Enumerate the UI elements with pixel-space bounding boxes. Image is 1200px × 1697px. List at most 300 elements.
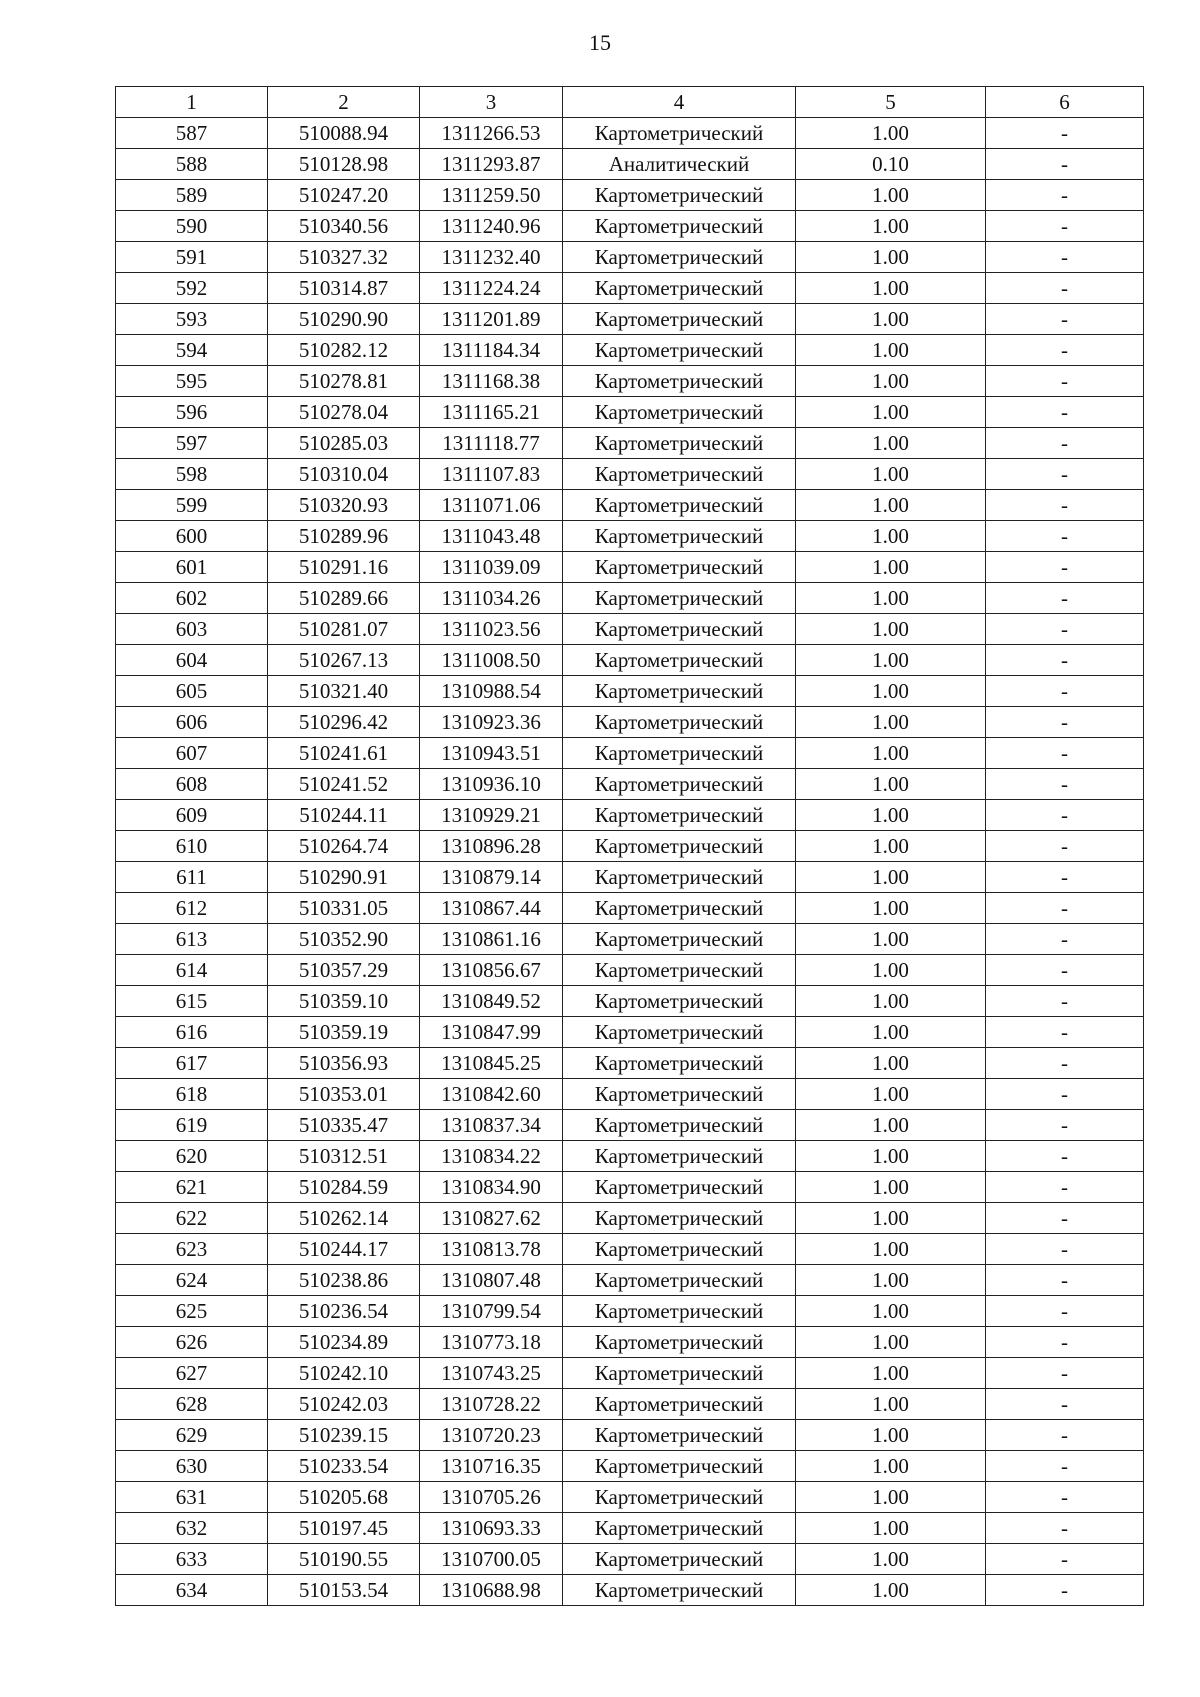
accuracy-cell: 1.00 — [796, 800, 986, 831]
y-coordinate-cell: 1311008.50 — [420, 645, 563, 676]
note-cell: - — [986, 1513, 1144, 1544]
y-coordinate-cell: 1310716.35 — [420, 1451, 563, 1482]
table-row — [116, 1234, 1144, 1265]
x-coordinate-cell: 510234.89 — [268, 1327, 420, 1358]
accuracy-cell: 1.00 — [796, 1234, 986, 1265]
accuracy-cell: 1.00 — [796, 955, 986, 986]
x-coordinate-cell: 510290.91 — [268, 862, 420, 893]
accuracy-cell: 1.00 — [796, 1017, 986, 1048]
y-coordinate-cell: 1311165.21 — [420, 397, 563, 428]
note-cell: - — [986, 1203, 1144, 1234]
note-cell: - — [986, 1544, 1144, 1575]
table-row — [116, 1389, 1144, 1420]
accuracy-cell: 1.00 — [796, 614, 986, 645]
accuracy-cell: 1.00 — [796, 676, 986, 707]
note-cell: - — [986, 893, 1144, 924]
method-cell: Картометрический — [563, 645, 796, 676]
note-cell: - — [986, 304, 1144, 335]
table-row — [116, 1079, 1144, 1110]
point-number-cell: 606 — [116, 707, 268, 738]
method-cell: Картометрический — [563, 118, 796, 149]
accuracy-cell: 1.00 — [796, 335, 986, 366]
x-coordinate-cell: 510267.13 — [268, 645, 420, 676]
y-coordinate-cell: 1310720.23 — [420, 1420, 563, 1451]
y-coordinate-cell: 1311023.56 — [420, 614, 563, 645]
y-coordinate-cell: 1311118.77 — [420, 428, 563, 459]
point-number-cell: 588 — [116, 149, 268, 180]
y-coordinate-cell: 1310693.33 — [420, 1513, 563, 1544]
x-coordinate-cell: 510321.40 — [268, 676, 420, 707]
note-cell: - — [986, 1017, 1144, 1048]
point-number-cell: 622 — [116, 1203, 268, 1234]
column-header-3: 3 — [420, 87, 563, 118]
x-coordinate-cell: 510190.55 — [268, 1544, 420, 1575]
note-cell: - — [986, 211, 1144, 242]
table-row — [116, 1544, 1144, 1575]
method-cell: Картометрический — [563, 459, 796, 490]
x-coordinate-cell: 510289.66 — [268, 583, 420, 614]
y-coordinate-cell: 1311043.48 — [420, 521, 563, 552]
column-header-2: 2 — [268, 87, 420, 118]
y-coordinate-cell: 1311266.53 — [420, 118, 563, 149]
method-cell: Картометрический — [563, 614, 796, 645]
x-coordinate-cell: 510205.68 — [268, 1482, 420, 1513]
method-cell: Картометрический — [563, 521, 796, 552]
table-row — [116, 552, 1144, 583]
table-row — [116, 1420, 1144, 1451]
y-coordinate-cell: 1310849.52 — [420, 986, 563, 1017]
table-row — [116, 769, 1144, 800]
y-coordinate-cell: 1310936.10 — [420, 769, 563, 800]
note-cell: - — [986, 1110, 1144, 1141]
x-coordinate-cell: 510128.98 — [268, 149, 420, 180]
y-coordinate-cell: 1310834.90 — [420, 1172, 563, 1203]
x-coordinate-cell: 510335.47 — [268, 1110, 420, 1141]
accuracy-cell: 1.00 — [796, 645, 986, 676]
x-coordinate-cell: 510340.56 — [268, 211, 420, 242]
method-cell: Картометрический — [563, 1327, 796, 1358]
accuracy-cell: 1.00 — [796, 1203, 986, 1234]
y-coordinate-cell: 1310773.18 — [420, 1327, 563, 1358]
y-coordinate-cell: 1310837.34 — [420, 1110, 563, 1141]
y-coordinate-cell: 1310943.51 — [420, 738, 563, 769]
point-number-cell: 616 — [116, 1017, 268, 1048]
table-row — [116, 304, 1144, 335]
note-cell: - — [986, 1296, 1144, 1327]
method-cell: Картометрический — [563, 1017, 796, 1048]
x-coordinate-cell: 510320.93 — [268, 490, 420, 521]
point-number-cell: 605 — [116, 676, 268, 707]
method-cell: Картометрический — [563, 428, 796, 459]
x-coordinate-cell: 510197.45 — [268, 1513, 420, 1544]
point-number-cell: 597 — [116, 428, 268, 459]
point-number-cell: 633 — [116, 1544, 268, 1575]
x-coordinate-cell: 510264.74 — [268, 831, 420, 862]
table-row — [116, 1296, 1144, 1327]
note-cell: - — [986, 831, 1144, 862]
table-row — [116, 211, 1144, 242]
x-coordinate-cell: 510233.54 — [268, 1451, 420, 1482]
y-coordinate-cell: 1311224.24 — [420, 273, 563, 304]
y-coordinate-cell: 1310923.36 — [420, 707, 563, 738]
accuracy-cell: 1.00 — [796, 1513, 986, 1544]
accuracy-cell: 1.00 — [796, 583, 986, 614]
accuracy-cell: 1.00 — [796, 273, 986, 304]
method-cell: Картометрический — [563, 676, 796, 707]
method-cell: Картометрический — [563, 893, 796, 924]
point-number-cell: 604 — [116, 645, 268, 676]
table-row — [116, 242, 1144, 273]
method-cell: Картометрический — [563, 1265, 796, 1296]
note-cell: - — [986, 490, 1144, 521]
table-row — [116, 149, 1144, 180]
table-row — [116, 955, 1144, 986]
note-cell: - — [986, 1327, 1144, 1358]
point-number-cell: 634 — [116, 1575, 268, 1606]
point-number-cell: 595 — [116, 366, 268, 397]
point-number-cell: 589 — [116, 180, 268, 211]
table-row — [116, 738, 1144, 769]
note-cell: - — [986, 366, 1144, 397]
method-cell: Картометрический — [563, 1420, 796, 1451]
accuracy-cell: 1.00 — [796, 1358, 986, 1389]
note-cell: - — [986, 1389, 1144, 1420]
accuracy-cell: 1.00 — [796, 242, 986, 273]
table-row — [116, 1017, 1144, 1048]
accuracy-cell: 1.00 — [796, 1172, 986, 1203]
point-number-cell: 619 — [116, 1110, 268, 1141]
x-coordinate-cell: 510242.03 — [268, 1389, 420, 1420]
note-cell: - — [986, 583, 1144, 614]
x-coordinate-cell: 510357.29 — [268, 955, 420, 986]
y-coordinate-cell: 1310728.22 — [420, 1389, 563, 1420]
accuracy-cell: 1.00 — [796, 490, 986, 521]
point-number-cell: 632 — [116, 1513, 268, 1544]
accuracy-cell: 1.00 — [796, 1327, 986, 1358]
note-cell: - — [986, 1451, 1144, 1482]
note-cell: - — [986, 1265, 1144, 1296]
y-coordinate-cell: 1310929.21 — [420, 800, 563, 831]
method-cell: Картометрический — [563, 583, 796, 614]
table-row — [116, 831, 1144, 862]
accuracy-cell: 1.00 — [796, 397, 986, 428]
x-coordinate-cell: 510310.04 — [268, 459, 420, 490]
method-cell: Картометрический — [563, 769, 796, 800]
point-number-cell: 593 — [116, 304, 268, 335]
table-row — [116, 1048, 1144, 1079]
point-number-cell: 609 — [116, 800, 268, 831]
x-coordinate-cell: 510290.90 — [268, 304, 420, 335]
x-coordinate-cell: 510236.54 — [268, 1296, 420, 1327]
y-coordinate-cell: 1310705.26 — [420, 1482, 563, 1513]
x-coordinate-cell: 510244.17 — [268, 1234, 420, 1265]
column-header-5: 5 — [796, 87, 986, 118]
accuracy-cell: 1.00 — [796, 1265, 986, 1296]
table-row — [116, 1451, 1144, 1482]
note-cell: - — [986, 1141, 1144, 1172]
y-coordinate-cell: 1310861.16 — [420, 924, 563, 955]
y-coordinate-cell: 1311293.87 — [420, 149, 563, 180]
table-body — [116, 118, 1144, 1606]
method-cell: Картометрический — [563, 1482, 796, 1513]
point-number-cell: 607 — [116, 738, 268, 769]
point-number-cell: 614 — [116, 955, 268, 986]
accuracy-cell: 1.00 — [796, 924, 986, 955]
table-row — [116, 924, 1144, 955]
accuracy-cell: 1.00 — [796, 1575, 986, 1606]
table-row — [116, 459, 1144, 490]
accuracy-cell: 1.00 — [796, 304, 986, 335]
x-coordinate-cell: 510282.12 — [268, 335, 420, 366]
x-coordinate-cell: 510289.96 — [268, 521, 420, 552]
x-coordinate-cell: 510278.04 — [268, 397, 420, 428]
method-cell: Картометрический — [563, 273, 796, 304]
x-coordinate-cell: 510088.94 — [268, 118, 420, 149]
x-coordinate-cell: 510284.59 — [268, 1172, 420, 1203]
table-row — [116, 118, 1144, 149]
method-cell: Картометрический — [563, 1079, 796, 1110]
column-header-1: 1 — [116, 87, 268, 118]
note-cell: - — [986, 1482, 1144, 1513]
note-cell: - — [986, 614, 1144, 645]
method-cell: Картометрический — [563, 1172, 796, 1203]
method-cell: Картометрический — [563, 1513, 796, 1544]
table-row — [116, 490, 1144, 521]
accuracy-cell: 1.00 — [796, 831, 986, 862]
x-coordinate-cell: 510281.07 — [268, 614, 420, 645]
table-row — [116, 1513, 1144, 1544]
method-cell: Картометрический — [563, 1048, 796, 1079]
y-coordinate-cell: 1311201.89 — [420, 304, 563, 335]
x-coordinate-cell: 510238.86 — [268, 1265, 420, 1296]
method-cell: Картометрический — [563, 1203, 796, 1234]
x-coordinate-cell: 510239.15 — [268, 1420, 420, 1451]
x-coordinate-cell: 510242.10 — [268, 1358, 420, 1389]
y-coordinate-cell: 1310867.44 — [420, 893, 563, 924]
y-coordinate-cell: 1310879.14 — [420, 862, 563, 893]
x-coordinate-cell: 510327.32 — [268, 242, 420, 273]
x-coordinate-cell: 510247.20 — [268, 180, 420, 211]
accuracy-cell: 1.00 — [796, 738, 986, 769]
x-coordinate-cell: 510291.16 — [268, 552, 420, 583]
note-cell: - — [986, 1420, 1144, 1451]
table-row — [116, 1358, 1144, 1389]
point-number-cell: 610 — [116, 831, 268, 862]
note-cell: - — [986, 1048, 1144, 1079]
table-row — [116, 893, 1144, 924]
y-coordinate-cell: 1310834.22 — [420, 1141, 563, 1172]
accuracy-cell: 1.00 — [796, 1079, 986, 1110]
accuracy-cell: 1.00 — [796, 1451, 986, 1482]
x-coordinate-cell: 510241.61 — [268, 738, 420, 769]
accuracy-cell: 1.00 — [796, 428, 986, 459]
point-number-cell: 625 — [116, 1296, 268, 1327]
y-coordinate-cell: 1310827.62 — [420, 1203, 563, 1234]
point-number-cell: 629 — [116, 1420, 268, 1451]
table-row — [116, 1575, 1144, 1606]
method-cell: Картометрический — [563, 924, 796, 955]
method-cell: Картометрический — [563, 552, 796, 583]
method-cell: Картометрический — [563, 1141, 796, 1172]
y-coordinate-cell: 1310842.60 — [420, 1079, 563, 1110]
table-row — [116, 335, 1144, 366]
point-number-cell: 617 — [116, 1048, 268, 1079]
table-row — [116, 428, 1144, 459]
method-cell: Картометрический — [563, 211, 796, 242]
table-row — [116, 676, 1144, 707]
accuracy-cell: 1.00 — [796, 1544, 986, 1575]
accuracy-cell: 1.00 — [796, 769, 986, 800]
method-cell: Картометрический — [563, 955, 796, 986]
method-cell: Картометрический — [563, 180, 796, 211]
y-coordinate-cell: 1311184.34 — [420, 335, 563, 366]
table-row — [116, 397, 1144, 428]
accuracy-cell: 1.00 — [796, 211, 986, 242]
table-row — [116, 1172, 1144, 1203]
method-cell: Картометрический — [563, 707, 796, 738]
x-coordinate-cell: 510262.14 — [268, 1203, 420, 1234]
table-row — [116, 1482, 1144, 1513]
method-cell: Аналитический — [563, 149, 796, 180]
note-cell: - — [986, 986, 1144, 1017]
method-cell: Картометрический — [563, 397, 796, 428]
y-coordinate-cell: 1311039.09 — [420, 552, 563, 583]
table-row — [116, 862, 1144, 893]
point-number-cell: 618 — [116, 1079, 268, 1110]
point-number-cell: 591 — [116, 242, 268, 273]
note-cell: - — [986, 676, 1144, 707]
note-cell: - — [986, 459, 1144, 490]
accuracy-cell: 1.00 — [796, 893, 986, 924]
column-header-4: 4 — [563, 87, 796, 118]
point-number-cell: 623 — [116, 1234, 268, 1265]
x-coordinate-cell: 510353.01 — [268, 1079, 420, 1110]
table-row — [116, 366, 1144, 397]
x-coordinate-cell: 510244.11 — [268, 800, 420, 831]
note-cell: - — [986, 149, 1144, 180]
x-coordinate-cell: 510331.05 — [268, 893, 420, 924]
method-cell: Картометрический — [563, 335, 796, 366]
note-cell: - — [986, 800, 1144, 831]
y-coordinate-cell: 1310988.54 — [420, 676, 563, 707]
table-header — [116, 87, 1144, 118]
accuracy-cell: 1.00 — [796, 986, 986, 1017]
note-cell: - — [986, 521, 1144, 552]
column-header-6: 6 — [986, 87, 1144, 118]
note-cell: - — [986, 924, 1144, 955]
accuracy-cell: 1.00 — [796, 1420, 986, 1451]
accuracy-cell: 1.00 — [796, 1389, 986, 1420]
y-coordinate-cell: 1310688.98 — [420, 1575, 563, 1606]
table-row — [116, 1265, 1144, 1296]
x-coordinate-cell: 510359.19 — [268, 1017, 420, 1048]
note-cell: - — [986, 242, 1144, 273]
note-cell: - — [986, 1358, 1144, 1389]
point-number-cell: 620 — [116, 1141, 268, 1172]
x-coordinate-cell: 510153.54 — [268, 1575, 420, 1606]
method-cell: Картометрический — [563, 1110, 796, 1141]
y-coordinate-cell: 1310807.48 — [420, 1265, 563, 1296]
accuracy-cell: 1.00 — [796, 1482, 986, 1513]
point-number-cell: 590 — [116, 211, 268, 242]
point-number-cell: 599 — [116, 490, 268, 521]
method-cell: Картометрический — [563, 490, 796, 521]
y-coordinate-cell: 1310845.25 — [420, 1048, 563, 1079]
method-cell: Картометрический — [563, 1575, 796, 1606]
y-coordinate-cell: 1310700.05 — [420, 1544, 563, 1575]
point-number-cell: 600 — [116, 521, 268, 552]
method-cell: Картометрический — [563, 738, 796, 769]
y-coordinate-cell: 1311168.38 — [420, 366, 563, 397]
accuracy-cell: 1.00 — [796, 707, 986, 738]
method-cell: Картометрический — [563, 1451, 796, 1482]
accuracy-cell: 1.00 — [796, 1296, 986, 1327]
table-row — [116, 273, 1144, 304]
table-row — [116, 180, 1144, 211]
accuracy-cell: 1.00 — [796, 1110, 986, 1141]
x-coordinate-cell: 510241.52 — [268, 769, 420, 800]
accuracy-cell: 1.00 — [796, 552, 986, 583]
point-number-cell: 603 — [116, 614, 268, 645]
header-row — [116, 87, 1144, 118]
y-coordinate-cell: 1310743.25 — [420, 1358, 563, 1389]
method-cell: Картометрический — [563, 1234, 796, 1265]
method-cell: Картометрический — [563, 831, 796, 862]
point-number-cell: 594 — [116, 335, 268, 366]
table-row — [116, 707, 1144, 738]
x-coordinate-cell: 510285.03 — [268, 428, 420, 459]
point-number-cell: 608 — [116, 769, 268, 800]
method-cell: Картометрический — [563, 1296, 796, 1327]
y-coordinate-cell: 1310813.78 — [420, 1234, 563, 1265]
note-cell: - — [986, 1172, 1144, 1203]
note-cell: - — [986, 955, 1144, 986]
note-cell: - — [986, 645, 1144, 676]
note-cell: - — [986, 862, 1144, 893]
accuracy-cell: 1.00 — [796, 862, 986, 893]
table-row — [116, 986, 1144, 1017]
note-cell: - — [986, 552, 1144, 583]
note-cell: - — [986, 1234, 1144, 1265]
accuracy-cell: 1.00 — [796, 1048, 986, 1079]
table-row — [116, 645, 1144, 676]
accuracy-cell: 1.00 — [796, 180, 986, 211]
point-number-cell: 612 — [116, 893, 268, 924]
point-number-cell: 627 — [116, 1358, 268, 1389]
y-coordinate-cell: 1310847.99 — [420, 1017, 563, 1048]
y-coordinate-cell: 1311071.06 — [420, 490, 563, 521]
y-coordinate-cell: 1311232.40 — [420, 242, 563, 273]
note-cell: - — [986, 428, 1144, 459]
table-row — [116, 1327, 1144, 1358]
note-cell: - — [986, 738, 1144, 769]
table-row — [116, 1110, 1144, 1141]
note-cell: - — [986, 273, 1144, 304]
y-coordinate-cell: 1311240.96 — [420, 211, 563, 242]
x-coordinate-cell: 510296.42 — [268, 707, 420, 738]
y-coordinate-cell: 1310799.54 — [420, 1296, 563, 1327]
point-number-cell: 611 — [116, 862, 268, 893]
x-coordinate-cell: 510356.93 — [268, 1048, 420, 1079]
method-cell: Картометрический — [563, 242, 796, 273]
note-cell: - — [986, 707, 1144, 738]
method-cell: Картометрический — [563, 1358, 796, 1389]
x-coordinate-cell: 510359.10 — [268, 986, 420, 1017]
accuracy-cell: 1.00 — [796, 118, 986, 149]
point-number-cell: 628 — [116, 1389, 268, 1420]
point-number-cell: 596 — [116, 397, 268, 428]
point-number-cell: 631 — [116, 1482, 268, 1513]
